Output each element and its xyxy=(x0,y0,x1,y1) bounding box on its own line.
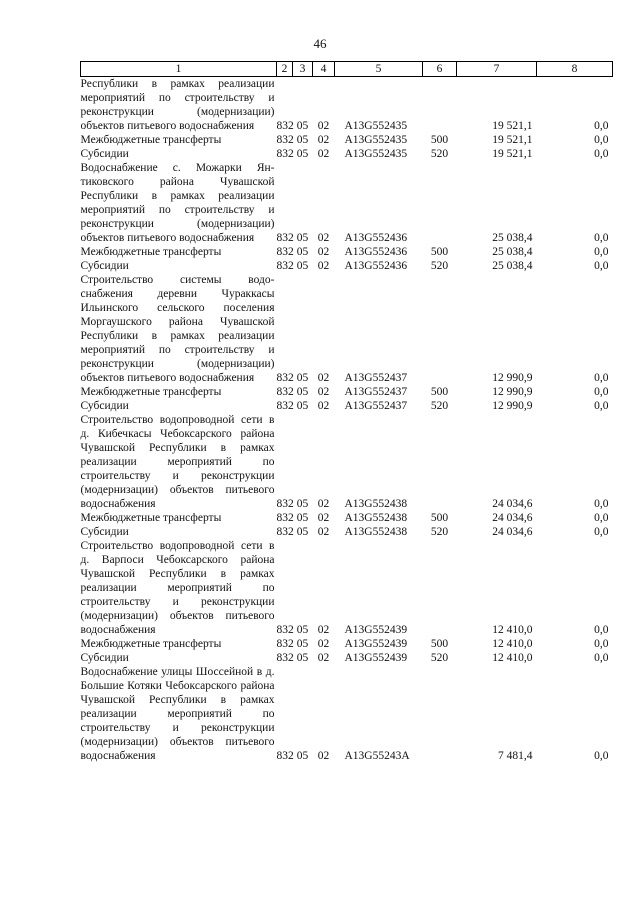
table-row xyxy=(81,651,613,665)
table-row xyxy=(81,147,613,161)
change-value: 0,0 xyxy=(594,148,609,160)
row-name: Субсидии xyxy=(80,526,129,538)
section-code: 05 xyxy=(296,400,309,412)
change-value: 0,0 xyxy=(594,750,609,762)
row-name: Межбюджетные трансферты xyxy=(80,246,222,258)
expense-type-code: 520 xyxy=(430,260,449,272)
row-name: Субсидии xyxy=(80,260,129,272)
expense-type-code xyxy=(423,273,457,385)
subsection-code: 02 xyxy=(317,624,330,636)
row-name: Межбюджетные трансферты xyxy=(80,386,222,398)
change-value: 0,0 xyxy=(594,638,609,650)
amount-value: 19 521,1 xyxy=(492,120,533,132)
column-header: 1 xyxy=(81,62,277,77)
change-value: 0,0 xyxy=(594,526,609,538)
section-code: 05 xyxy=(296,246,309,258)
target-article-code: A13G552438 xyxy=(344,526,408,538)
table-row xyxy=(81,385,613,399)
amount-value: 12 990,9 xyxy=(492,400,533,412)
ministry-code: 832 xyxy=(276,260,294,272)
ministry-code: 832 xyxy=(276,386,294,398)
expense-type-code: 520 xyxy=(430,400,449,412)
amount-value: 12 990,9 xyxy=(492,372,533,384)
ministry-code: 832 xyxy=(276,400,294,412)
column-header: 3 xyxy=(293,62,313,77)
target-article-code: A13G55243A xyxy=(344,750,410,762)
amount-value: 24 034,6 xyxy=(492,512,533,524)
target-article-code: A13G552439 xyxy=(344,652,408,664)
section-code: 05 xyxy=(296,512,309,524)
amount-value: 7 481,4 xyxy=(498,750,533,762)
table-row xyxy=(81,259,613,273)
row-name: Субсидии xyxy=(80,148,129,160)
amount-value: 12 990,9 xyxy=(492,386,533,398)
table-row xyxy=(81,399,613,413)
expense-type-code: 500 xyxy=(430,512,449,524)
section-code: 05 xyxy=(296,652,309,664)
subsection-code: 02 xyxy=(317,232,330,244)
table-row xyxy=(81,637,613,651)
target-article-code: A13G552435 xyxy=(344,134,408,146)
subsection-code: 02 xyxy=(317,260,330,272)
subsection-code: 02 xyxy=(317,400,330,412)
change-value: 0,0 xyxy=(594,624,609,636)
section-code: 05 xyxy=(296,372,309,384)
expense-type-code xyxy=(423,413,457,511)
column-header: 2 xyxy=(277,62,293,77)
ministry-code: 832 xyxy=(276,148,294,160)
column-header: 5 xyxy=(335,62,423,77)
target-article-code: A13G552437 xyxy=(344,400,408,412)
change-value: 0,0 xyxy=(594,512,609,524)
ministry-code: 832 xyxy=(276,750,294,762)
change-value: 0,0 xyxy=(594,232,609,244)
subsection-code: 02 xyxy=(317,750,330,762)
ministry-code: 832 xyxy=(276,638,294,650)
target-article-code: A13G552435 xyxy=(344,148,408,160)
section-code: 05 xyxy=(296,526,309,538)
table-row xyxy=(81,133,613,147)
table-row xyxy=(81,245,613,259)
expense-type-code: 520 xyxy=(430,652,449,664)
section-code: 05 xyxy=(296,750,309,762)
row-name: Строительство водопроводной сети в д. Варпоси Чебоксарского района Чувашской Республики в рамках реализации мероприятий по строительству и реконструкции (модернизации) объектов питьевого водоснабжения xyxy=(80,540,275,636)
amount-value: 19 521,1 xyxy=(492,148,533,160)
row-name: Субсидии xyxy=(80,400,129,412)
ministry-code: 832 xyxy=(276,120,294,132)
expense-type-code: 520 xyxy=(430,148,449,160)
amount-value: 25 038,4 xyxy=(492,260,533,272)
row-name: Водоснабжение с. Можарки Янтиковского района Чувашской Республики в рамках реализации мероприятий по строительству и реконструкции (модернизации) объектов питьевого водоснабжения xyxy=(80,162,275,244)
target-article-code: A13G552436 xyxy=(344,246,408,258)
column-header: 8 xyxy=(537,62,613,77)
subsection-code: 02 xyxy=(317,498,330,510)
table-row xyxy=(81,273,613,385)
page-number: 46 xyxy=(313,36,327,51)
ministry-code: 832 xyxy=(276,652,294,664)
section-code: 05 xyxy=(296,120,309,132)
amount-value: 12 410,0 xyxy=(492,638,533,650)
target-article-code: A13G552438 xyxy=(344,498,408,510)
target-article-code: A13G552439 xyxy=(344,638,408,650)
expense-type-code xyxy=(423,539,457,637)
amount-value: 25 038,4 xyxy=(492,246,533,258)
table-row xyxy=(81,665,613,763)
change-value: 0,0 xyxy=(594,134,609,146)
target-article-code: A13G552436 xyxy=(344,260,408,272)
table-row xyxy=(81,511,613,525)
expense-type-code: 500 xyxy=(430,386,449,398)
table-header xyxy=(81,62,613,77)
row-name: Межбюджетные трансферты xyxy=(80,134,222,146)
target-article-code: A13G552439 xyxy=(344,624,408,636)
amount-value: 25 038,4 xyxy=(492,232,533,244)
row-name: Водоснабжение улицы Шоссейной в д. Большие Котяки Чебоксарского района Чувашской Республики в рамках реализации мероприятий по строительству и реконструкции (модернизации) объектов питьевого водоснабжения xyxy=(80,666,275,762)
amount-value: 12 410,0 xyxy=(492,624,533,636)
section-code: 05 xyxy=(296,498,309,510)
ministry-code: 832 xyxy=(276,526,294,538)
column-header: 4 xyxy=(313,62,335,77)
table-row xyxy=(81,539,613,637)
subsection-code: 02 xyxy=(317,386,330,398)
subsection-code: 02 xyxy=(317,512,330,524)
subsection-code: 02 xyxy=(317,120,330,132)
subsection-code: 02 xyxy=(317,246,330,258)
change-value: 0,0 xyxy=(594,246,609,258)
table-row xyxy=(81,161,613,245)
ministry-code: 832 xyxy=(276,372,294,384)
section-code: 05 xyxy=(296,260,309,272)
expense-type-code: 500 xyxy=(430,246,449,258)
change-value: 0,0 xyxy=(594,372,609,384)
ministry-code: 832 xyxy=(276,134,294,146)
target-article-code: A13G552437 xyxy=(344,386,408,398)
table-row xyxy=(81,413,613,511)
section-code: 05 xyxy=(296,232,309,244)
amount-value: 19 521,1 xyxy=(492,134,533,146)
expense-type-code xyxy=(423,77,457,134)
ministry-code: 832 xyxy=(276,246,294,258)
change-value: 0,0 xyxy=(594,386,609,398)
row-name: Субсидии xyxy=(80,652,129,664)
row-name: Республики в рамках реализации мероприятий по строительству и реконструкции (модернизации) объектов питьевого водоснабжения xyxy=(80,78,275,132)
subsection-code: 02 xyxy=(317,148,330,160)
expense-type-code xyxy=(423,161,457,245)
expense-type-code: 520 xyxy=(430,526,449,538)
budget-table xyxy=(80,61,613,763)
column-header: 6 xyxy=(423,62,457,77)
row-name: Межбюджетные трансферты xyxy=(80,638,222,650)
target-article-code: A13G552437 xyxy=(344,372,408,384)
section-code: 05 xyxy=(296,386,309,398)
change-value: 0,0 xyxy=(594,652,609,664)
row-name: Строительство системы водоснабжения деревни Чураккасы Ильинского сельского поселения Моргаушского района Чувашской Республики в рамках реализации мероприятий по строительству и реконструкции (модернизации) объектов питьевого водоснабжения xyxy=(80,274,275,384)
section-code: 05 xyxy=(296,638,309,650)
change-value: 0,0 xyxy=(594,120,609,132)
subsection-code: 02 xyxy=(317,134,330,146)
change-value: 0,0 xyxy=(594,260,609,272)
column-header: 7 xyxy=(457,62,537,77)
section-code: 05 xyxy=(296,134,309,146)
section-code: 05 xyxy=(296,624,309,636)
ministry-code: 832 xyxy=(276,498,294,510)
subsection-code: 02 xyxy=(317,372,330,384)
target-article-code: A13G552438 xyxy=(344,512,408,524)
ministry-code: 832 xyxy=(276,232,294,244)
subsection-code: 02 xyxy=(317,638,330,650)
section-code: 05 xyxy=(296,148,309,160)
ministry-code: 832 xyxy=(276,512,294,524)
expense-type-code: 500 xyxy=(430,638,449,650)
amount-value: 24 034,6 xyxy=(492,526,533,538)
table-body xyxy=(81,77,613,764)
change-value: 0,0 xyxy=(594,498,609,510)
subsection-code: 02 xyxy=(317,652,330,664)
amount-value: 24 034,6 xyxy=(492,498,533,510)
target-article-code: A13G552436 xyxy=(344,232,408,244)
row-name: Межбюджетные трансферты xyxy=(80,512,222,524)
subsection-code: 02 xyxy=(317,526,330,538)
expense-type-code xyxy=(423,665,457,763)
change-value: 0,0 xyxy=(594,400,609,412)
amount-value: 12 410,0 xyxy=(492,652,533,664)
row-name: Строительство водопроводной сети в д. Кибечкасы Чебоксарского района Чувашской Республики в рамках реализации мероприятий по строительству и реконструкции (модернизации) объектов питьевого водоснабжения xyxy=(80,414,275,510)
table-row xyxy=(81,77,613,134)
expense-type-code: 500 xyxy=(430,134,449,146)
table-row xyxy=(81,525,613,539)
target-article-code: A13G552435 xyxy=(344,120,408,132)
ministry-code: 832 xyxy=(276,624,294,636)
